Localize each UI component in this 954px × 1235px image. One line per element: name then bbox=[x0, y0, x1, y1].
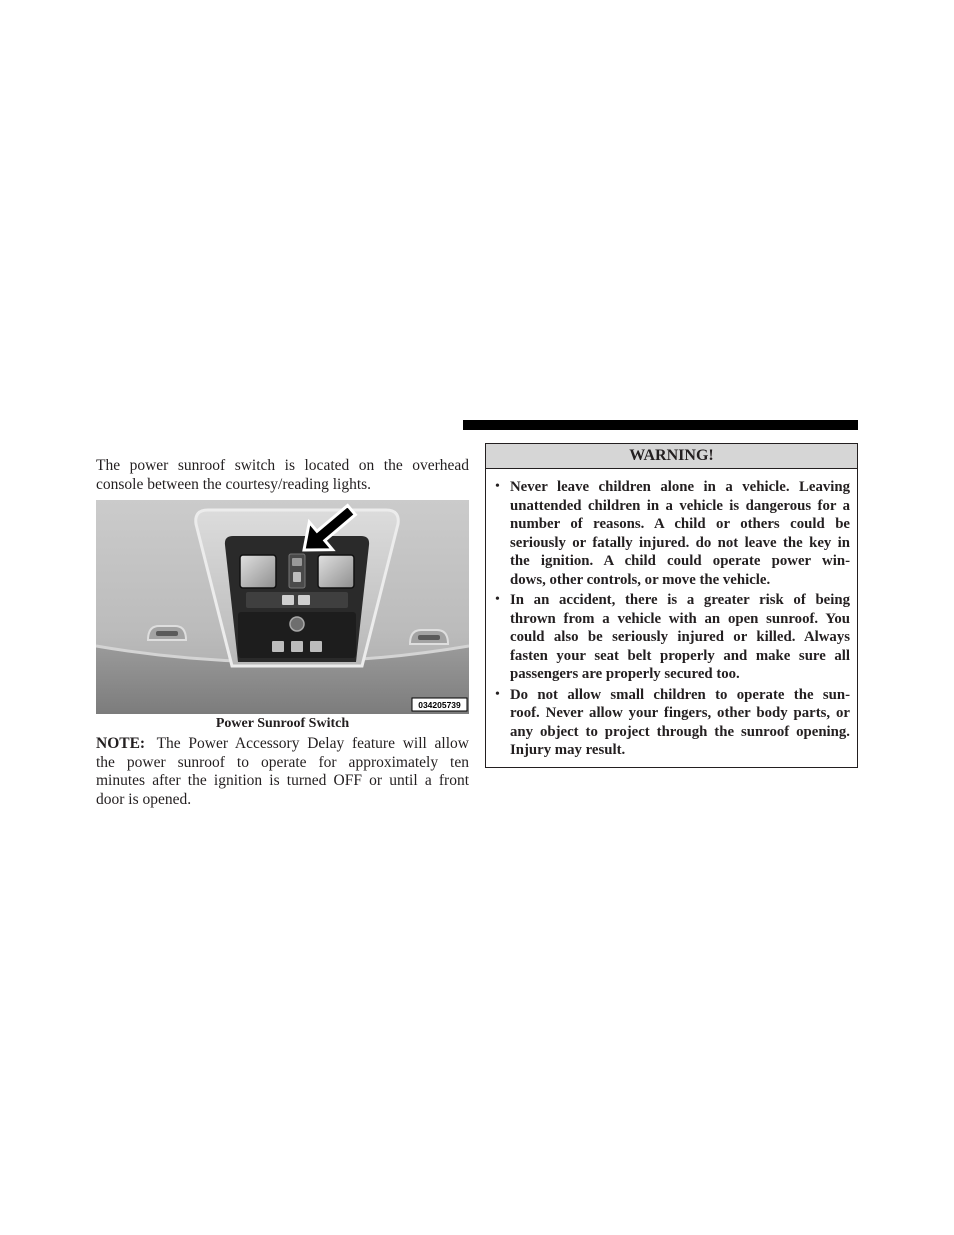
intro-paragraph bbox=[96, 457, 469, 494]
console-button-1 bbox=[272, 641, 284, 652]
warning-title: WARNING! bbox=[486, 444, 857, 469]
text-line: unattended children in a vehicle is dangerous for a bbox=[510, 497, 850, 514]
console-button-3 bbox=[310, 641, 322, 652]
bullet-icon: • bbox=[495, 479, 500, 494]
text-line: Never leave children alone in a vehicle. Leaving bbox=[510, 479, 850, 495]
text-line: dows, other controls, or move the vehicle. bbox=[510, 571, 771, 588]
strip-button-right bbox=[298, 595, 310, 605]
console-sensor bbox=[290, 617, 304, 631]
warning-item bbox=[495, 686, 850, 760]
warning-box bbox=[485, 443, 858, 768]
text-line: The power sunroof switch is located on the overhead bbox=[96, 457, 469, 474]
text-line: the power sunroof to operate for approximately ten bbox=[96, 753, 469, 771]
note-text: The Power Accessory Delay feature will allow bbox=[156, 735, 469, 752]
text-line: Do not allow small children to operate the sun- bbox=[510, 686, 850, 703]
sunroof-switch bbox=[289, 554, 305, 588]
note-paragraph bbox=[96, 735, 469, 810]
figure-code: 034205739 bbox=[418, 700, 461, 711]
reading-light-right bbox=[318, 555, 354, 588]
warning-item bbox=[495, 591, 850, 684]
bullet-icon: • bbox=[495, 592, 500, 608]
grab-hook-left bbox=[148, 626, 186, 640]
text-line: passengers are properly secured too. bbox=[510, 666, 740, 683]
sunroof-switch-indicator bbox=[293, 572, 301, 582]
section-rule bbox=[463, 420, 858, 430]
power-sunroof-switch-photo bbox=[96, 500, 469, 714]
sunroof-switch-cap bbox=[292, 558, 302, 566]
warning-item bbox=[495, 478, 850, 590]
text-line: could also be seriously injured or killed. Always bbox=[510, 629, 850, 646]
text-line: minutes after the ignition is turned OFF or until a front bbox=[96, 772, 469, 790]
text-line: seriously or fatally injured. do not leave the key in bbox=[510, 534, 850, 551]
text-line: Injury may result. bbox=[510, 742, 626, 759]
text-line: console between the courtesy/reading lights. bbox=[96, 475, 372, 493]
note-label: NOTE: bbox=[96, 735, 146, 752]
console-button-2 bbox=[291, 641, 303, 652]
text-line: thrown from a vehicle with an open sunroof. You bbox=[510, 610, 850, 627]
text-line bbox=[96, 735, 469, 754]
grab-hook-right bbox=[410, 630, 448, 644]
text-line: any object to project through the sunroof opening. bbox=[510, 723, 850, 740]
grab-hook-left-slot bbox=[156, 631, 178, 636]
warning-list bbox=[495, 478, 850, 761]
text-line: roof. Never allow your fingers, other body parts, or bbox=[510, 705, 850, 722]
text-line: the ignition. A child could operate power win- bbox=[510, 553, 850, 570]
bullet-icon: • bbox=[495, 686, 500, 702]
figure-caption: Power Sunroof Switch bbox=[215, 716, 350, 731]
control-strip bbox=[246, 592, 348, 608]
text-line: fasten your seat belt properly and make sure all bbox=[510, 647, 850, 664]
strip-button-left bbox=[282, 595, 294, 605]
text-line: number of reasons. A child or others could be bbox=[510, 516, 850, 533]
grab-hook-right-slot bbox=[418, 635, 440, 640]
text-line: In an accident, there is a greater risk of being bbox=[510, 592, 850, 609]
reading-light-left bbox=[240, 555, 276, 588]
text-line: door is opened. bbox=[96, 791, 192, 809]
